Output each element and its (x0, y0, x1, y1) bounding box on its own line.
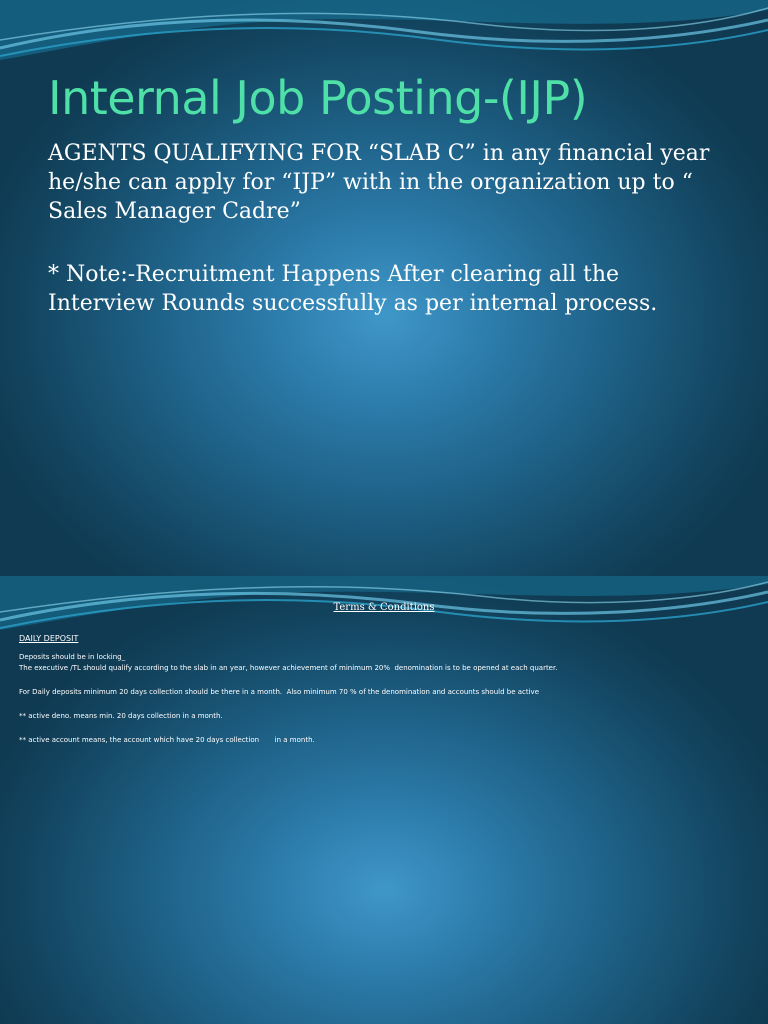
daily-deposit-heading: DAILY DEPOSIT (19, 634, 79, 643)
slide-title: Internal Job Posting-(IJP) (48, 71, 588, 125)
slide-terms (0, 576, 768, 1024)
wave-decoration (0, 0, 768, 70)
terms-line: Deposits should be in locking_ (19, 653, 126, 661)
note-paragraph: * Note:-Recruitment Happens After clearing all the Interview Rounds successfully as per internal process. (48, 262, 658, 316)
eligibility-paragraph: AGENTS QUALIFYING FOR “SLAB C” in any financial year he/she can apply for “IJP” with in the organization up to “ Sales Manager Cadre” (48, 141, 710, 224)
terms-title: Terms & Conditions (333, 602, 435, 613)
terms-line: The executive /TL should qualify according to the slab in an year, however achievement of minimum 20% denomination is to be opened at each quarter. (19, 664, 558, 672)
terms-line: ** active account means, the account which have 20 days collection in a month. (19, 736, 315, 744)
terms-line: For Daily deposits minimum 20 days collection should be there in a month. Also minimum 70 % of the denomination and accounts should be active (19, 688, 540, 696)
terms-line: ** active deno. means min. 20 days collection in a month. (19, 712, 223, 720)
